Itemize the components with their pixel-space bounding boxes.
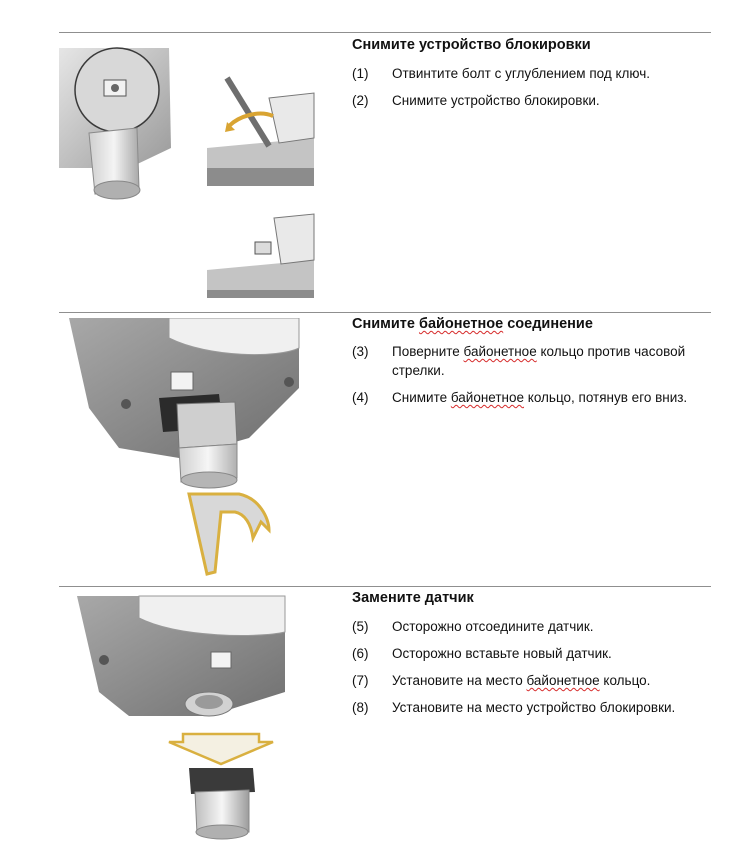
step-number: (1) (352, 66, 369, 81)
divider-1 (59, 312, 711, 313)
step-text (392, 671, 722, 690)
text-part: кольцо, потянув его вниз. (524, 390, 688, 405)
step-text: Осторожно вставьте новый датчик. (392, 646, 612, 661)
step-text: Снимите устройство блокировки. (392, 93, 600, 108)
text-part: байонетное (450, 390, 525, 405)
step-number: (6) (352, 646, 369, 661)
sensor-replace-illustration (59, 592, 319, 844)
text-part: кольцо. (599, 673, 651, 688)
step-text: Установите на место устройство блокировки. (392, 700, 676, 715)
section-heading: Замените датчик (352, 590, 474, 606)
step-text (392, 388, 722, 407)
divider-top (59, 32, 711, 33)
step-text: Осторожно отсоедините датчик. (392, 619, 594, 634)
heading-part: соединение (503, 316, 593, 332)
bayonet-ring-illustration (59, 318, 319, 580)
text-part: байонетное (526, 673, 600, 688)
section-heading: Снимите устройство блокировки (352, 37, 591, 53)
step-number: (8) (352, 700, 369, 715)
step-number: (3) (352, 344, 369, 359)
divider-2 (59, 586, 711, 587)
step-text: Отвинтите болт с углублением под ключ. (392, 66, 651, 81)
text-part: Установите на место (392, 673, 527, 688)
lock-device-illustration (59, 38, 319, 300)
section-heading (352, 316, 593, 332)
text-part: Снимите (392, 390, 451, 405)
text-part: Поверните (392, 344, 464, 359)
step-number: (7) (352, 673, 369, 688)
step-number: (5) (352, 619, 369, 634)
text-part: кольцо против часовой стрелки. (392, 344, 686, 378)
heading-part: Снимите (352, 316, 419, 332)
step-number: (4) (352, 390, 369, 405)
text-part: байонетное (463, 344, 537, 359)
heading-part: байонетное (418, 316, 504, 332)
step-number: (2) (352, 93, 369, 108)
step-text (392, 342, 722, 380)
